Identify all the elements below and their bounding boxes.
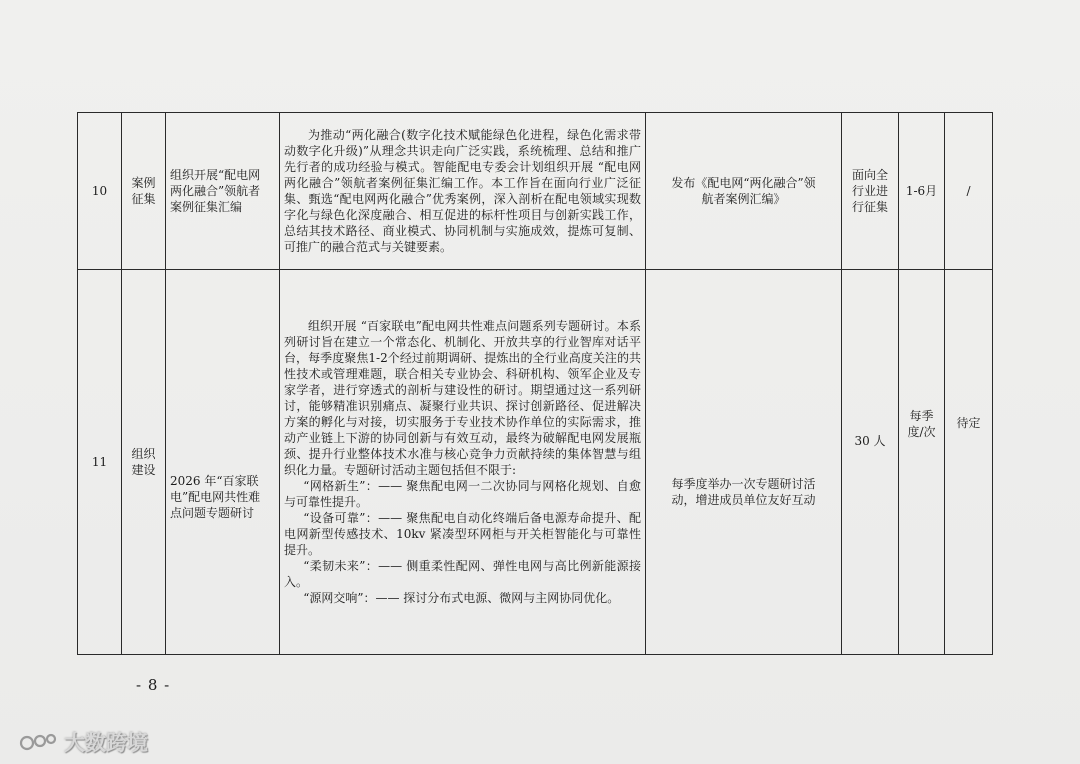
cell-line: 点问题专题研讨 bbox=[170, 506, 255, 520]
brand-logo-icon bbox=[18, 729, 58, 755]
page-number: - 8 - bbox=[136, 676, 171, 694]
row-note: / bbox=[945, 113, 993, 270]
row-scale: 30 人 bbox=[842, 270, 899, 655]
cell-line: 每季度举办一次专题研讨活 bbox=[671, 477, 816, 491]
cell-line: 案例 bbox=[131, 176, 156, 190]
cell-line: 案例征集汇编 bbox=[170, 200, 243, 214]
row-scale bbox=[842, 113, 899, 270]
cell-line: 发布《配电网“两化融合”领 bbox=[671, 176, 816, 190]
description-paragraph: 为推动“两化融合(数字化技术赋能绿色化进程，绿色化需求带动数字化升级)”从理念共识走向广泛实践，系统梳理、总结和推广先行者的成功经验与模式。智能配电专委会计划组织开展 “配电网两化融合”领航者案例征集汇编工作。本工作旨在面向行业广泛征集、甄选“配电网两化融合”优秀案例，深入剖析在配电领域实现数字化与绿色化深度融合、相互促进的标杆性项目与创新实践工作，总结其技术路径、商业模式、协同机制与实施成效，提炼可复制、可推广的融合范式与关键要素。 bbox=[284, 128, 641, 254]
cell-line: 组织开展“配电网 bbox=[170, 168, 261, 182]
row-category bbox=[122, 113, 166, 270]
cell-line: 行业进 bbox=[851, 184, 888, 198]
plan-table bbox=[77, 112, 993, 655]
cell-line: 每季 bbox=[909, 409, 934, 423]
row-description bbox=[280, 113, 646, 270]
cell-line: 航者案例汇编》 bbox=[701, 192, 786, 206]
row-task-name bbox=[166, 270, 280, 655]
cell-line: 电”配电网共性难 bbox=[170, 490, 261, 504]
cell-line: 面向全 bbox=[851, 168, 888, 182]
row-time: 1-6月 bbox=[899, 113, 945, 270]
cell-line: 组织 bbox=[131, 447, 156, 461]
topic-item: “柔韧未来”：—— 侧重柔性配网、弹性电网与高比例新能源接入。 bbox=[284, 559, 641, 589]
row-description bbox=[280, 270, 646, 655]
table-row bbox=[78, 113, 993, 270]
cell-line: 度/次 bbox=[907, 425, 936, 439]
table-row bbox=[78, 270, 993, 655]
row-output bbox=[646, 113, 842, 270]
row-time bbox=[899, 270, 945, 655]
row-number: 11 bbox=[78, 270, 122, 655]
description-paragraph: 组织开展 “百家联电”配电网共性难点问题系列专题研讨。本系列研讨旨在建立一个常态化、机制化、开放共享的行业智库对话平台，每季度聚焦1-2个经过前期调研、提炼出的全行业高度关注的共性技术或管理难题，联合相关专业协会、科研机构、领军企业及专家学者，进行穿透式的剖析与建设性的研讨。期望通过这一系列研讨，能够精准识别痛点、凝聚行业共识、探讨创新路径、促进解决方案的孵化与对接，切实服务于专业技术协作单位的实际需求，推动产业链上下游的协同创新与有效互动，最终为破解配电网发展瓶颈、提升行业整体技术水准与核心竞争力贡献持续的集体智慧与组织化力量。专题研讨活动主题包括但不限于: bbox=[284, 319, 641, 477]
row-category bbox=[122, 270, 166, 655]
cell-line: 建设 bbox=[131, 463, 156, 477]
watermark-text: 大数跨境 bbox=[64, 731, 148, 755]
topic-item: “网格新生”：—— 聚焦配电网一二次协同与网格化规划、自愈与可靠性提升。 bbox=[284, 479, 641, 509]
cell-line: 行征集 bbox=[851, 200, 888, 214]
row-number: 10 bbox=[78, 113, 122, 270]
topic-item: “源网交响”：—— 探讨分布式电源、微网与主网协同优化。 bbox=[303, 591, 620, 605]
cell-line: 动，增进成员单位友好互动 bbox=[671, 493, 816, 507]
row-output bbox=[646, 270, 842, 655]
cell-line: 征集 bbox=[131, 192, 156, 206]
watermark bbox=[18, 727, 148, 757]
topic-item: “设备可靠”：—— 聚焦配电自动化终端后备电源寿命提升、配电网新型传感技术、10kv 紧凑型环网柜与开关柜智能化与可靠性提升。 bbox=[284, 511, 641, 557]
cell-line: 2026 年“百家联 bbox=[170, 474, 259, 488]
row-note: 待定 bbox=[945, 270, 993, 655]
row-task-name bbox=[166, 113, 280, 270]
cell-line: 两化融合”领航者 bbox=[170, 184, 261, 198]
